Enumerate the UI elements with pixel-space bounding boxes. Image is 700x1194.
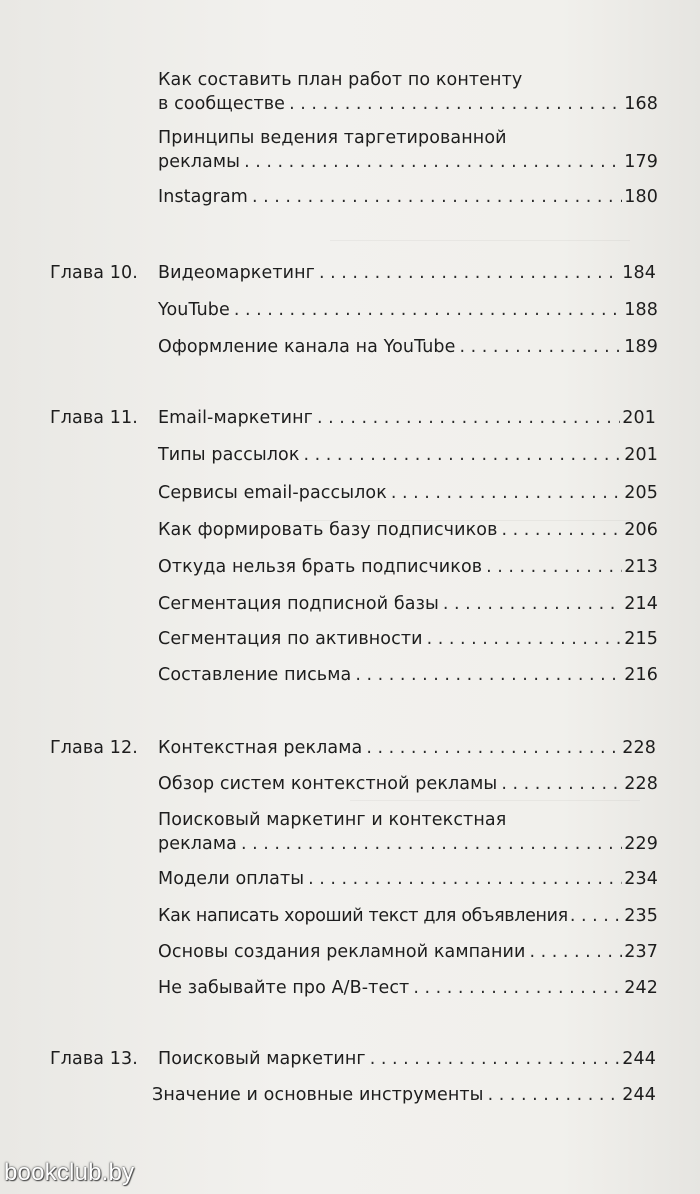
toc-entry-title-line1: Как составить план работ по контенту [158,70,523,90]
toc-entry-title: Как написать хороший текст для объявления [158,906,568,926]
toc-entry[interactable] [158,298,658,322]
toc-page-number: 237 [624,942,658,962]
chapter-title: Поисковый маркетинг [158,1049,366,1069]
dot-leader [366,736,620,760]
toc-entry-title-line1: Принципы ведения таргетированной [158,128,507,148]
toc-page-number: 216 [624,665,658,685]
toc-entry[interactable] [158,68,658,116]
dot-leader [308,867,622,891]
chapter-label: Глава 10. [50,263,138,283]
toc-page-number: 228 [624,774,658,794]
toc-entry-title: Instagram [158,187,248,207]
chapter-title: Контекстная реклама [158,738,363,758]
toc-page-number: 201 [624,445,658,465]
toc-page-number: 168 [624,94,658,114]
toc-page-number: 201 [622,408,656,428]
toc-entry-title: Основы создания рекламной кампании [158,942,526,962]
chapter-label: Глава 12. [50,738,138,758]
toc-entry-title: Откуда нельзя брать подписчиков [158,557,483,577]
toc-entry[interactable] [158,867,658,891]
dot-leader [570,904,622,928]
toc-entry[interactable] [158,518,658,542]
toc-page-number: 229 [624,834,658,854]
toc-entry-title: Как формировать базу подписчиков [158,520,498,540]
chapter-title: Email-маркетинг [158,408,313,428]
toc-entry[interactable] [158,126,658,174]
toc-entry-title-line2: рекламы [158,152,241,172]
toc-entry[interactable] [158,772,658,796]
dot-leader [289,92,622,116]
dot-leader [443,592,622,616]
dot-leader [501,772,622,796]
toc-page-number: 244 [622,1085,656,1105]
toc-entry[interactable] [158,904,658,928]
dot-leader [355,663,622,687]
dot-leader [234,298,622,322]
toc-entry-title-line1: Поисковый маркетинг и контекстная [158,810,507,830]
toc-entry[interactable] [158,185,658,209]
toc-page-number: 188 [624,300,658,320]
toc-entry-title: Не забывайте про А/В-тест [158,978,410,998]
toc-entry[interactable] [158,443,658,467]
toc-page-number: 205 [624,483,658,503]
toc-entry-title: Составление письма [158,665,352,685]
toc-page-number: 228 [622,738,656,758]
dot-leader [530,940,623,964]
dot-leader [413,976,622,1000]
toc-entry-title: Сегментация по активности [158,629,423,649]
dot-leader [319,261,620,285]
bleed-through-line [350,800,640,801]
chapter-label: Глава 13. [50,1049,138,1069]
toc-entry-title: Сегментация подписной базы [158,594,439,614]
dot-leader [241,832,622,856]
toc-entry[interactable] [152,1083,656,1107]
toc-entry-title: Оформление канала на YouTube [158,337,456,357]
toc-page-number: 206 [624,520,658,540]
toc-page-number: 189 [624,337,658,357]
toc-page-number: 184 [622,263,656,283]
dot-leader [486,555,622,579]
toc-chapter-13[interactable] [50,1047,656,1071]
dot-leader [488,1083,621,1107]
toc-entry-title: Обзор систем контекстной рекламы [158,774,498,794]
dot-leader [459,335,622,359]
dot-leader [317,406,620,430]
toc-chapter-12[interactable] [50,736,656,760]
dot-leader [370,1047,621,1071]
chapter-title: Видеомаркетинг [158,263,315,283]
toc-chapter-10[interactable] [50,261,656,285]
toc-page-number: 214 [624,594,658,614]
toc-entry-title: Сервисы email-рассылок [158,483,387,503]
toc-page-number: 179 [624,152,658,172]
toc-page-number: 234 [624,869,658,889]
toc-page-number: 180 [624,187,658,207]
dot-leader [244,150,622,174]
toc-entry[interactable] [158,808,658,856]
toc-entry[interactable] [158,481,658,505]
toc-entry-title-line2: реклама [158,834,237,854]
toc-entry[interactable] [158,335,658,359]
chapter-label: Глава 11. [50,408,138,428]
dot-leader [502,518,623,542]
toc-entry[interactable] [158,940,658,964]
toc-entry-title-line2: в сообществе [158,94,286,114]
toc-entry-title: Значение и основные инструменты [152,1085,484,1105]
dot-leader [427,627,623,651]
dot-leader [252,185,622,209]
toc-page-number: 242 [624,978,658,998]
toc-entry[interactable] [158,976,658,1000]
toc-page-number: 244 [622,1049,656,1069]
bleed-through-line [330,240,630,241]
toc-entry-title: YouTube [158,300,230,320]
toc-entry[interactable] [158,592,658,616]
toc-entry-title: Типы рассылок [158,445,300,465]
toc-chapter-11[interactable] [50,406,656,430]
toc-entry[interactable] [158,663,658,687]
watermark-text: bookclub.by [4,1159,135,1186]
toc-page-number: 215 [624,629,658,649]
toc-page-number: 213 [624,557,658,577]
toc-entry[interactable] [158,627,658,651]
toc-page-number: 235 [624,906,658,926]
toc-entry-title: Модели оплаты [158,869,305,889]
dot-leader [391,481,622,505]
toc-entry[interactable] [158,555,658,579]
dot-leader [304,443,623,467]
